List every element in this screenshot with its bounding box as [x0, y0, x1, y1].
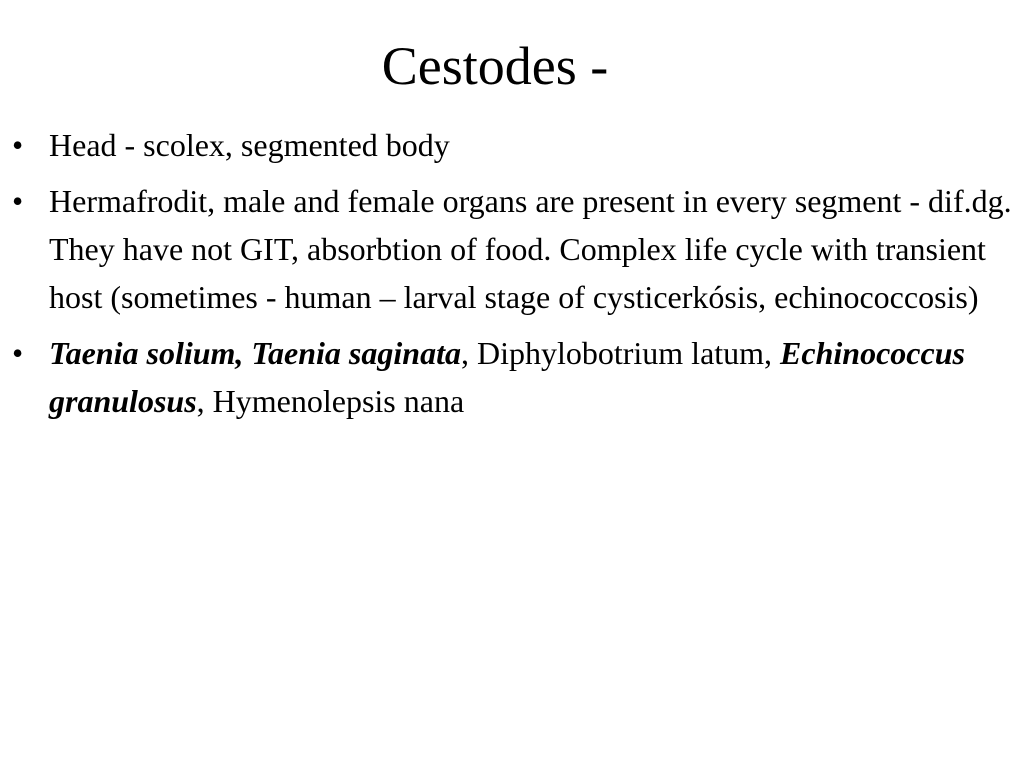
bullet-item-hermafrodit	[12, 177, 1012, 321]
species-taenia: Taenia solium, Taenia saginata	[49, 335, 461, 371]
bullet-item-species	[12, 329, 1012, 425]
bullet-icon: •	[12, 183, 24, 219]
slide-title: Cestodes -	[381, 36, 609, 96]
bullet-text: Hermafrodit, male and female organs are present in every segment - dif.dg. They have not GIT, absorbtion of food. Complex life cycle with transient host (sometimes - human – larval stage of cysticerkósis, echinococcosis)	[49, 183, 1012, 315]
bullet-icon: •	[12, 127, 24, 163]
bullet-icon: •	[12, 335, 24, 371]
species-hymenolepsis: , Hymenolepsis nana	[196, 383, 465, 419]
bullet-text: Head - scolex, segmented body	[49, 127, 450, 163]
species-diphylobotrium: , Diphylobotrium latum,	[460, 335, 781, 371]
species-echinococcus: Echinococcus granulosus	[49, 335, 965, 419]
bullet-list	[12, 121, 1012, 433]
bullet-item-scolex	[12, 121, 1012, 169]
